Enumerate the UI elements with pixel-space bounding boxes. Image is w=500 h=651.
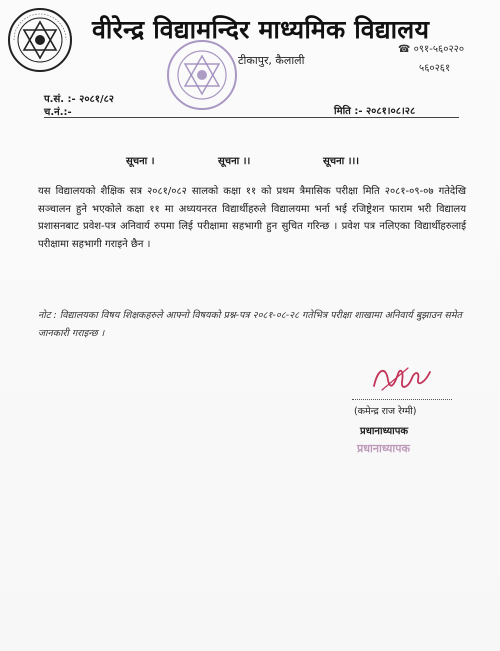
notice-heading-1: सूचना । [126,156,155,167]
signature-line [352,399,452,400]
notice-heading-3: सूचना ।।। [323,156,360,167]
school-seal-icon [165,38,239,112]
notice-body: यस विद्यालयको शैक्षिक सत्र २०८१/०८२ सालको कक्षा ११ को प्रथम त्रैमासिक परीक्षा मिति २०८१-०९-०७ गतेदेखि सञ्चालन हुने भएकोले कक्षा ११ मा अध्ययनरत विद्यार्थीहरुले विद्यालयमा भर्ना भई रजिष्ट्रेशन फाराम भरी विद्यालय प्रशासनबाट प्रवेश-पत्र अनिवार्य रुपमा लिई परीक्षामा सहभागी हुन सुचित गरिन्छ । प्रवेश पत्र नलिएका विद्यार्थीहरुलाई परीक्षामा सहभागी गराइने छैन । [38,186,466,250]
notice-date: मिति :- २०८१।०८।२८ [334,106,416,117]
reference-number: प.सं. :- २०८१/८२ [44,94,115,105]
school-logo-icon [6,6,74,74]
header-divider [44,117,459,118]
signer-title: प्रधानाध्यापक [360,426,409,437]
dispatch-number: च.नं.:- [44,107,72,118]
stamp-title: प्रधानाध्यापक [357,442,410,455]
notice-note: नोट : विद्यालयका विषय शिक्षकहरुले आफ्नो विषयको प्रश्न-पत्र २०८१-०८-२८ गतेभित्र परीक्षा शाखामा अनिवार्य बुझाउन समेत जानकारी गराइन्छ । [38,310,462,339]
phone-number: ☎ ०९१-५६०२२० [398,44,465,55]
notice-heading-2: सूचना ।। [218,156,251,167]
signer-name: (कमेन्द्र राज रेग्मी) [354,406,417,417]
school-name: वीरेन्द्र विद्यामन्दिर माध्यमिक विद्यालय [92,15,430,44]
signature-mark [368,360,438,396]
phone-number-secondary: ५६०२६१ [419,63,451,74]
school-location: टीकापुर, कैलाली [238,54,305,67]
